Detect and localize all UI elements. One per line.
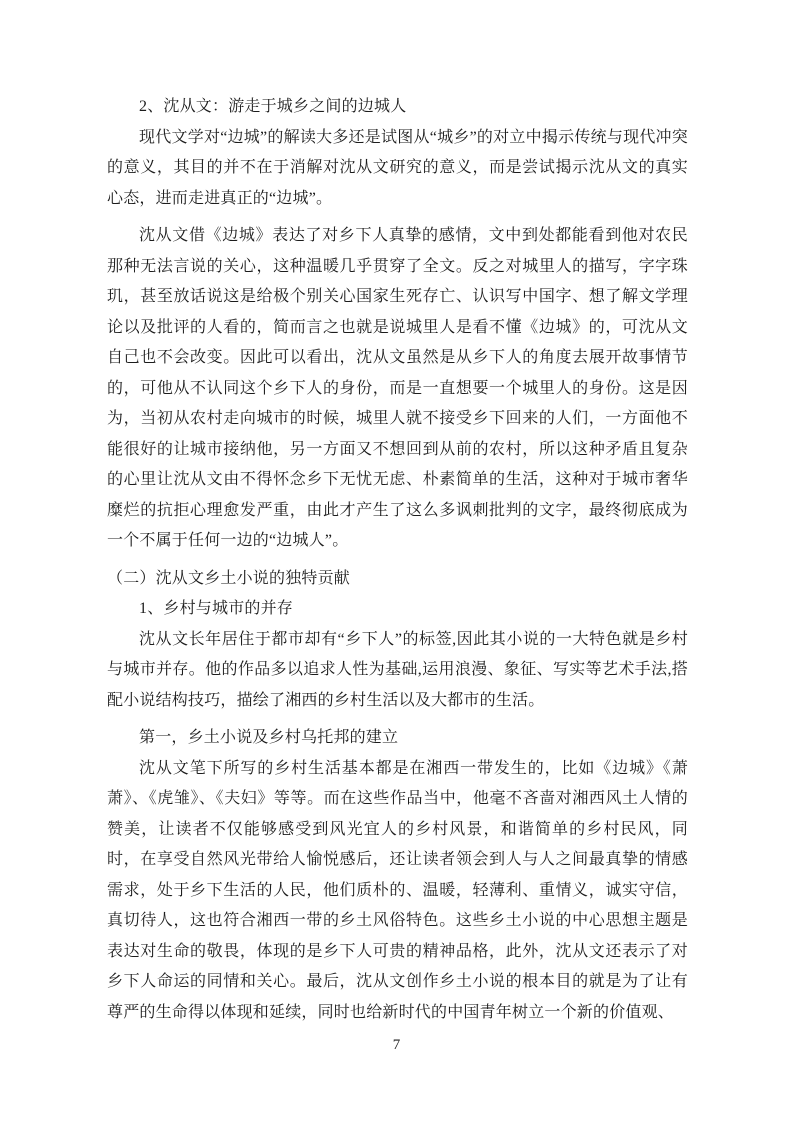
subsection-heading-shen-congwen: 2、沈从文：游走于城乡之间的边城人 bbox=[139, 98, 407, 115]
paragraph-biancheng-interpretation: 现代文学对“边城”的解读大多还是试图从“城乡”的对立中揭示传统与现代冲突的意义，其目的并不在于消解对沈从文研究的意义，而是尝试揭示沈从文的真实心态，进而走进真正的“边城”。 bbox=[107, 128, 688, 207]
page-body bbox=[107, 92, 688, 1028]
page-number: 7 bbox=[392, 1037, 401, 1053]
section-heading-unique-contribution: （二）沈从文乡土小说的独特贡献 bbox=[107, 569, 351, 587]
paragraph-biancheng-feelings: 沈从文借《边城》表达了对乡下人真挚的感情，文中到处都能看到他对农民那种无法言说的关心，这种温暖几乎贯穿了全文。反之对城里人的描写，字字珠玑，甚至放话说这是给极个别关心国家生死存亡、认识写中国字、想了解文学理论以及批评的人看的，简而言之也就是说城里人是看不懂《边城》的，可沈从文自己也不会改变。因此可以看出，沈从文虽然是从乡下人的角度去展开故事情节的，可他从不认同这个乡下人的身份，而是一直想要一个城里人的身份。这是因为，当初从农村走向城市的时候，城里人就不接受乡下回来的人们，一方面他不能很好的让城市接纳他，另一方面又不想回到从前的农村，所以这种矛盾且复杂的心里让沈从文由不得怀念乡下无忧无虑、朴素简单的生活，这种对于城市奢华糜烂的抗拒心理愈发严重，由此才产生了这么多讽刺批判的文字，最终彻底成为一个不属于任何一边的“边城人”。 bbox=[107, 227, 688, 549]
paragraph-rural-utopia: 沈从文笔下所写的乡村生活基本都是在湘西一带发生的，比如《边城》《萧萧》、《虎雏》、《夫妇》等等。而在这些作品当中，他毫不吝啬对湘西风土人情的赞美，让读者不仅能够感受到风光宜人的乡村风景，和谐简单的乡村民风，同时，在享受自然风光带给人愉悦感后，还让读者领会到人与人之间最真挚的情感需求，处于乡下生活的人民，他们质朴的、温暖，轻薄利、重情义，诚实守信，真切待人，这也符合湘西一带的乡土风俗特色。这些乡土小说的中心思想主题是表达对生命的敬畏，体现的是乡下人可贵的精神品格，此外，沈从文还表示了对乡下人命运的同情和关心。最后，沈从文创作乡土小说的根本目的就是为了让有尊严的生命得以体现和延续，同时也给新时代的中国青年树立一个新的价值观、 bbox=[107, 759, 688, 1021]
paragraph-village-city-coexist: 沈从文长年居住于都市却有“乡下人”的标签,因此其小说的一大特色就是乡村与城市并存。他的作品多以追求人性为基础,运用浪漫、象征、写实等艺术手法,搭配小说结构技巧，描绘了湘西的乡村生活以及大都市的生活。 bbox=[107, 630, 688, 709]
subsection-heading-village-city-coexist: 1、乡村与城市的并存 bbox=[139, 600, 294, 617]
point-heading-rural-utopia: 第一，乡土小说及乡村乌托邦的建立 bbox=[139, 729, 399, 746]
